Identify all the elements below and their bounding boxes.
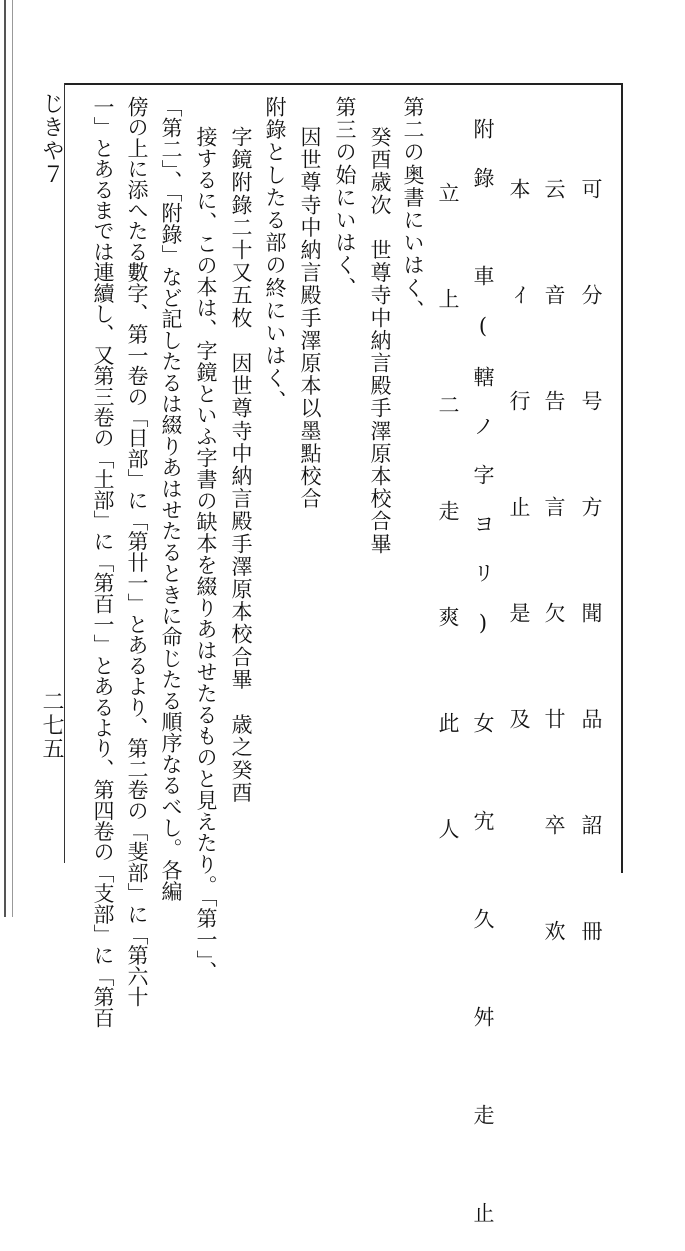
text-column-6: 第二の奥書にいはく、: [401, 96, 425, 322]
entry-column-5: 立 上 二 走 爽 此 人: [436, 182, 460, 871]
text-column-14: 傍の上に添へたる數字、第一卷の「日部」に「第卄一」とあるより、第二卷の「斐部」に「第六十: [125, 96, 149, 1007]
text-column-12: 接するに、この本は、字鏡といふ字書の缺本を綴りあはせたるものと見えたり。「第一」、: [194, 126, 218, 983]
scan-edge-shadow: [4, 0, 6, 917]
entry-column-4: 附錄 車(轄ノ字ヨリ) 女 宄 久 舛 走 止: [471, 118, 495, 1251]
scan-edge-line: [12, 0, 13, 917]
entry-column-1: 可 分 号 方 聞 品 詔 冊: [579, 178, 603, 973]
text-column-7: 癸酉歳次 世尊寺中納言殿手澤原本校合畢: [368, 126, 392, 556]
frame-rule-top: [65, 83, 623, 85]
frame-rule-left: [64, 83, 65, 863]
text-column-9: 因世尊寺中納言殿手澤原本以墨點校合: [298, 126, 322, 511]
entry-column-3: 本 ｲ 行 止 是 及: [507, 178, 531, 761]
entry-column-2: 云 音 告 言 欠 廿 卒 欢: [542, 178, 566, 973]
text-column-10: 附錄としたる部の終にいはく、: [263, 96, 287, 413]
text-column-13: 「第二」、「附錄」など記したるは綴りあはせたるときに命じたる順序なるべし。各編: [159, 96, 183, 902]
header-label: じきや７: [39, 92, 64, 187]
page-number: 二七五: [39, 690, 64, 761]
text-column-15: 一」とあるまでは連續し、又第三卷の「土部」に「第百一」とあるより、第四卷の「支部」に「第百: [91, 96, 115, 1028]
text-column-8: 第三の始にいはく、: [333, 96, 357, 300]
frame-rule-right: [621, 83, 623, 873]
text-column-11: 字鏡附錄二十又五枚 因世尊寺中納言殿手澤原本校合畢 歳之癸酉: [229, 126, 253, 804]
